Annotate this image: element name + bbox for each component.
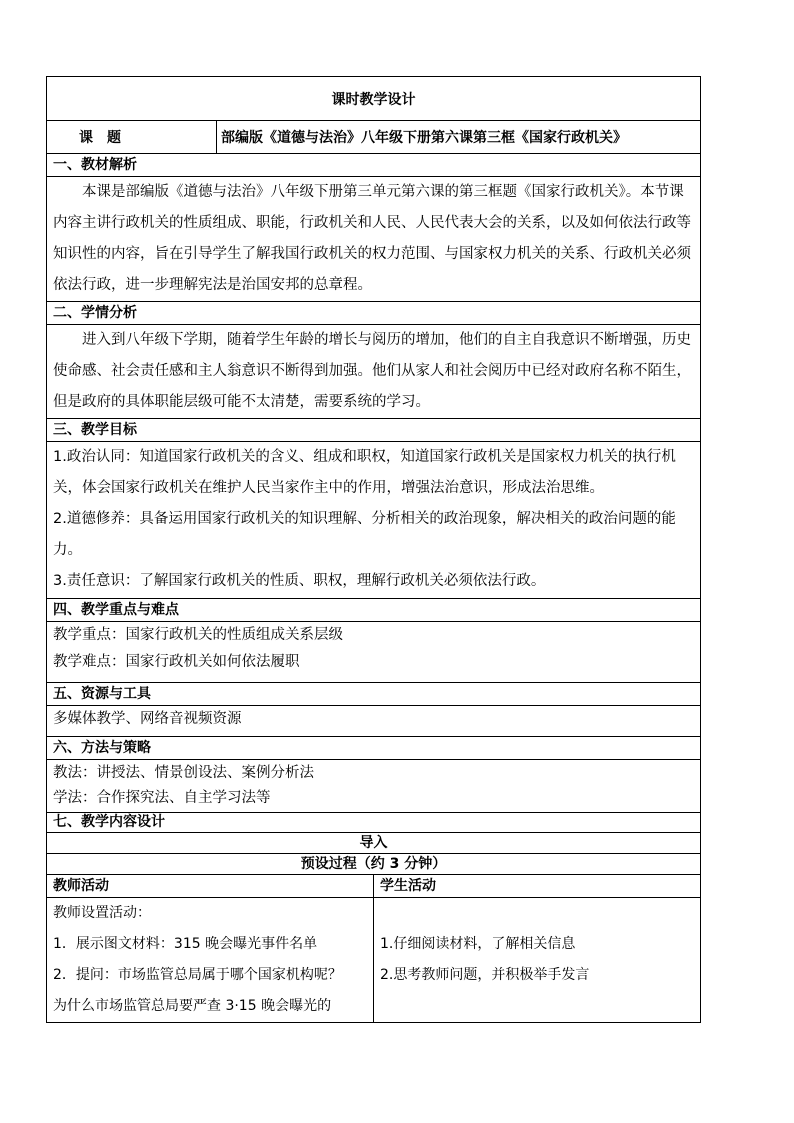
teacher-activity-line: 为什么市场监管总局要严查 3·15 晚会曝光的: [53, 998, 332, 1014]
teacher-activity-cell: [47, 898, 374, 1023]
lesson-plan-table: [46, 76, 701, 1023]
section-body-methods: [47, 760, 701, 813]
section-keypoints-head-row: [47, 599, 701, 622]
student-activity-line: 1.仔细阅读材料，了解相关信息: [380, 936, 576, 952]
title-row: [47, 77, 701, 121]
student-activity-line: [380, 898, 694, 929]
lesson-plan-page: [46, 76, 700, 1023]
activity-body-row: [47, 898, 701, 1023]
section-body-material: [47, 177, 701, 302]
goal-item: 3.责任意识：了解国家行政机关的性质、职权，理解行政机关必须依法行政。: [53, 573, 546, 589]
teacher-activity-heading: 教师活动: [47, 875, 374, 898]
section-methods-body-row: [47, 760, 701, 813]
teaching-methods: 教法：讲授法、情景创设法、案例分析法: [53, 765, 314, 781]
teaching-difficulty: 教学难点：国家行政机关如何依法履职: [53, 654, 300, 670]
section-heading-goals: 三、教学目标: [47, 419, 701, 442]
topic-label: 课题: [47, 121, 217, 154]
section-heading-students: 二、学情分析: [47, 302, 701, 325]
section-heading-content: 七、教学内容设计: [47, 813, 701, 833]
section-body-goals: [47, 442, 701, 599]
student-activity-cell: [374, 898, 701, 1023]
document-title: 课时教学设计: [47, 77, 701, 121]
goal-item: 1.政治认同：知道国家行政机关的含义、组成和职权，知道国家行政机关是国家权力机关的执行机关，体会国家行政机关在维护人民当家作主中的作用，增强法治意识，形成法治思维。: [53, 449, 676, 496]
section-material-head-row: [47, 154, 701, 177]
intro-title-row: [47, 833, 701, 854]
activity-head-row: [47, 875, 701, 898]
section-resources-body-row: [47, 706, 701, 737]
section-content-head-row: [47, 813, 701, 833]
section-heading-resources: 五、资源与工具: [47, 683, 701, 706]
teaching-focus: 教学重点：国家行政机关的性质组成关系层级: [53, 627, 343, 643]
section-heading-keypoints: 四、教学重点与难点: [47, 599, 701, 622]
topic-value: 部编版《道德与法治》八年级下册第六课第三框《国家行政机关》: [217, 121, 701, 154]
student-activity-line: 2.思考教师问题，并积极举手发言: [380, 967, 590, 983]
section-goals-head-row: [47, 419, 701, 442]
section-body-students: [47, 325, 701, 419]
section-body-resources: [47, 706, 701, 737]
section-material-body-row: [47, 177, 701, 302]
resources-text: 多媒体教学、网络音视频资源: [53, 711, 242, 727]
intro-title: 导入: [47, 833, 701, 854]
student-activity-heading: 学生活动: [374, 875, 701, 898]
section-heading-material: 一、教材解析: [47, 154, 701, 177]
students-text: 进入到八年级下学期，随着学生年龄的增长与阅历的增加，他们的自主自我意识不断增强，历史使命感、社会责任感和主人翁意识不断得到加强。他们从家人和社会阅历中已经对政府名称不陌生，但是政府的具体职能层级可能不太清楚，需要系统的学习。: [53, 332, 691, 410]
teacher-activity-line: 教师设置活动：: [53, 905, 151, 921]
goal-item: 2.道德修养：具备运用国家行政机关的知识理解、分析相关的政治现象，解决相关的政治问题的能力。: [53, 511, 676, 558]
section-students-head-row: [47, 302, 701, 325]
teacher-activity-line: 2．提问：市场监管总局属于哪个国家机构呢？: [53, 967, 342, 983]
learning-methods: 学法：合作探究法、自主学习法等: [53, 790, 271, 806]
section-heading-methods: 六、方法与策略: [47, 737, 701, 760]
section-students-body-row: [47, 325, 701, 419]
teacher-activity-line: 1．展示图文材料：315 晚会曝光事件名单: [53, 936, 318, 952]
intro-process-row: [47, 854, 701, 875]
topic-row: [47, 121, 701, 154]
material-text: 本课是部编版《道德与法治》八年级下册第三单元第六课的第三框题《国家行政机关》。本节课内容主讲行政机关的性质组成、职能，行政机关和人民、人民代表大会的关系，以及如何依法行政等知识性的内容，旨在引导学生了解我国行政机关的权力范围、与国家权力机关的关系、行政机关必须依法行政，进一步理解宪法是治国安邦的总章程。: [53, 184, 691, 293]
section-goals-body-row: [47, 442, 701, 599]
section-methods-head-row: [47, 737, 701, 760]
section-keypoints-body-row: [47, 622, 701, 683]
section-body-keypoints: [47, 622, 701, 683]
intro-process: 预设过程（约 3 分钟）: [47, 854, 701, 875]
section-resources-head-row: [47, 683, 701, 706]
